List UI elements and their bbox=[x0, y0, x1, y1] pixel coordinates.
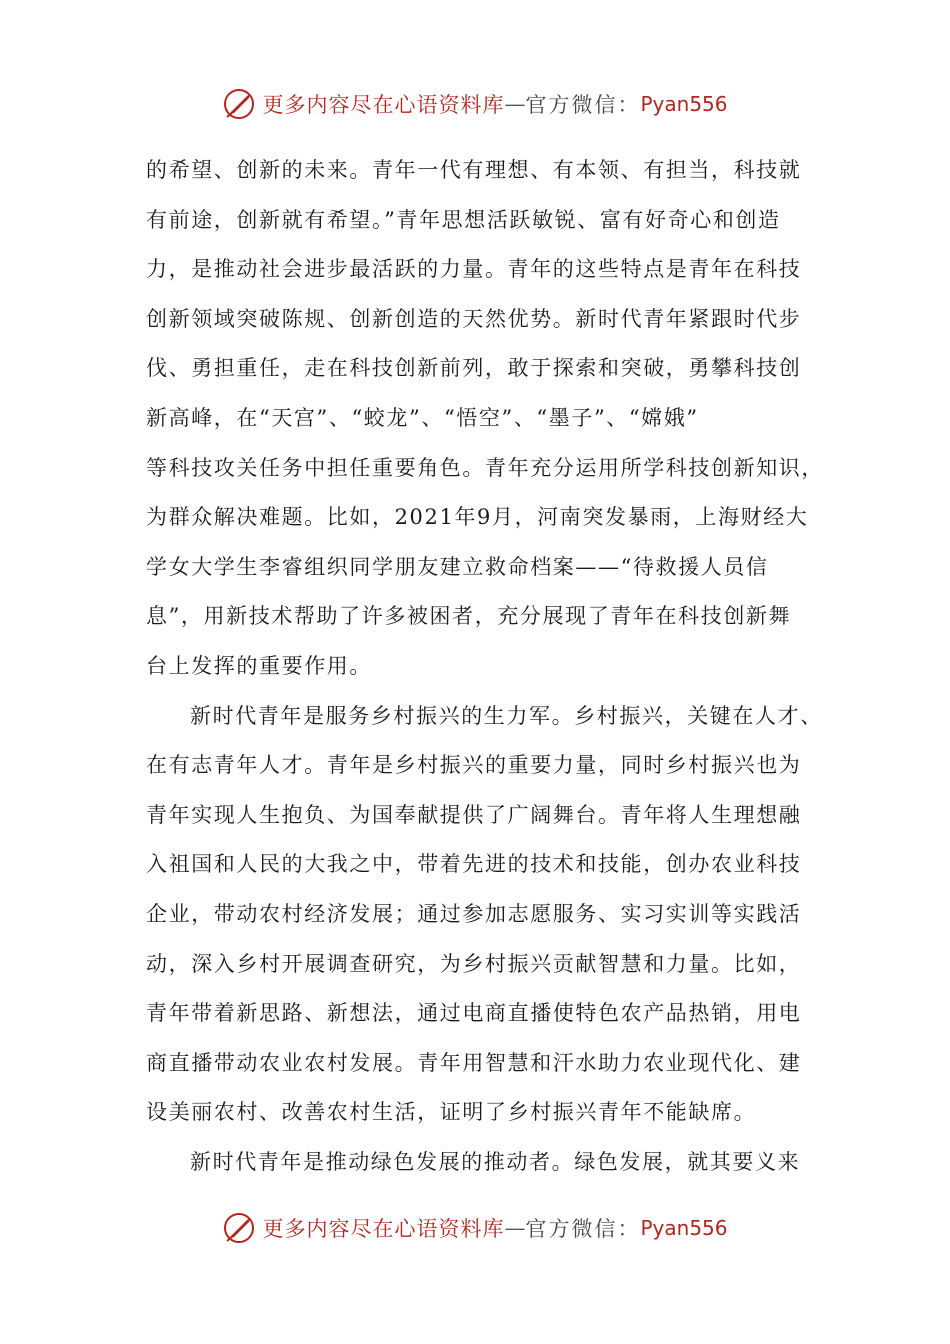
text-line: 创新领域突破陈规、创新创造的天然优势。新时代青年紧跟时代步 bbox=[146, 306, 802, 331]
text-line: 商直播带动农业农村发展。青年用智慧和汗水助力农业现代化、建 bbox=[146, 1050, 802, 1075]
text-line: 的希望、创新的未来。青年一代有理想、有本领、有担当，科技就 bbox=[146, 158, 802, 182]
footer-wechat-label: 官方微信： bbox=[525, 1217, 641, 1241]
text-line: 力，是推动社会进步最活跃的力量。青年的这些特点是青年在科技 bbox=[146, 257, 802, 282]
text-line: 为群众解决难题。比如，2021年9月，河南突发暴雨，上海财经大 bbox=[146, 505, 809, 530]
text-line: 等科技攻关任务中担任重要角色。青年充分运用所学科技创新知识， bbox=[146, 455, 824, 480]
text-line: 有前途，创新就有希望。”青年思想活跃敏锐、富有好奇心和创造 bbox=[146, 207, 781, 232]
header-separator: — bbox=[504, 92, 526, 116]
footer-separator: — bbox=[504, 1216, 526, 1240]
text-line: 青年实现人生抱负、为国奉献提供了广阔舞台。青年将人生理想融 bbox=[146, 802, 802, 827]
footer-banner bbox=[0, 1208, 950, 1248]
text-line: 青年带着新思路、新想法，通过电商直播使特色农产品热销，用电 bbox=[146, 1001, 802, 1026]
text-line: 在有志青年人才。青年是乡村振兴的重要力量，同时乡村振兴也为 bbox=[146, 753, 802, 778]
header-banner bbox=[0, 84, 950, 124]
text-line: 息”，用新技术帮助了许多被困者，充分展现了青年在科技创新舞 bbox=[146, 604, 792, 629]
header-wechat-label: 官方微信： bbox=[525, 93, 641, 117]
text-line: 学女大学生李睿组织同学朋友建立救命档案——“待救援人员信 bbox=[146, 554, 769, 579]
header-brand: 更多内容尽在心语资料库 bbox=[262, 93, 505, 117]
document-body bbox=[146, 146, 824, 1187]
text-line: 新高峰，在“天宫”、“蛟龙”、“悟空”、“墨子”、“嫦娥” bbox=[146, 405, 699, 430]
quill-logo-icon bbox=[222, 1211, 256, 1245]
text-line: 台上发挥的重要作用。 bbox=[146, 653, 372, 678]
text-line: 伐、勇担重任，走在科技创新前列，敢于探索和突破，勇攀科技创 bbox=[146, 356, 802, 381]
text-line: 设美丽农村、改善农村生活，证明了乡村振兴青年不能缺席。 bbox=[146, 1100, 757, 1125]
footer-brand: 更多内容尽在心语资料库 bbox=[262, 1217, 505, 1241]
quill-logo-icon bbox=[222, 87, 256, 121]
text-line: 动，深入乡村开展调查研究，为乡村振兴贡献智慧和力量。比如， bbox=[146, 951, 802, 976]
footer-wechat-id: Pyan556 bbox=[640, 1216, 728, 1240]
header-wechat-id: Pyan556 bbox=[640, 92, 728, 116]
text-line: 入祖国和人民的大我之中，带着先进的技术和技能，创办农业科技 bbox=[146, 852, 802, 877]
paragraph-start-line: 新时代青年是服务乡村振兴的生力军。乡村振兴，关键在人才、 bbox=[190, 703, 823, 728]
paragraph-start-line: 新时代青年是推动绿色发展的推动者。绿色发展，就其要义来 bbox=[190, 1149, 801, 1174]
text-line: 企业，带动农村经济发展；通过参加志愿服务、实习实训等实践活 bbox=[146, 901, 802, 926]
